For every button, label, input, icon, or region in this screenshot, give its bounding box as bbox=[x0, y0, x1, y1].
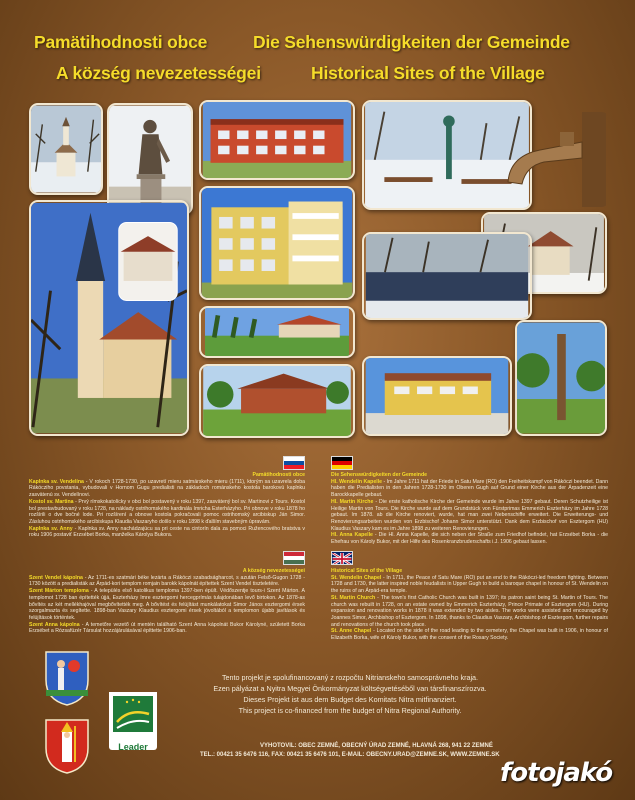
funding-note bbox=[180, 672, 520, 716]
en-heading: Historical Sites of the Village bbox=[331, 568, 403, 574]
hu-p2-title: Szent Márton temploma bbox=[29, 588, 89, 595]
hu-p1: - Az 1711-es szatmári béke lezárta a Rákóczi szabadságharcot, s azután Felső-Gugon 1728 - 1730 között a predialisták az Árpád-kori templom romjain barokk kápolnát építettek Szent Vendel tiszteletére. bbox=[29, 574, 305, 588]
photo-pavilion bbox=[199, 364, 355, 438]
photo-river-winter bbox=[362, 232, 532, 320]
photo-chapel-winter bbox=[29, 103, 103, 195]
village-coat-of-arms-icon bbox=[44, 650, 90, 706]
leader-logo bbox=[109, 692, 157, 750]
photo-apartment-building bbox=[199, 186, 355, 300]
contact-line-1: VYHOTOVIL: OBEC ZEMNÉ, OBECNÝ ÚRAD ZEMNÉ, HLAVNÁ 268, 941 22 ZEMNÉ bbox=[260, 743, 493, 749]
hu-p3-title: Szent Anna kápolna bbox=[29, 621, 80, 628]
funding-line-4: This project is co-financed from the budget of Nitra Regional Authority. bbox=[238, 706, 462, 715]
funding-line-3: Dieses Projekt ist aus dem Budget des Komitats Nitra mitfinanziert. bbox=[243, 695, 457, 704]
flag-slovakia-icon bbox=[283, 456, 305, 470]
de-p3-title: Hl. Anna Kapelle bbox=[331, 532, 373, 539]
photo-sports-hall bbox=[362, 356, 512, 436]
photo-sports-field bbox=[199, 306, 355, 358]
en-p1-title: St. Wendelin Chapel bbox=[331, 574, 382, 581]
de-p1: - Im Jahre 1711 hat der Friede in Satu Mare (RO) den Freiheitskampf von Rákóczi beendet. Dann haben die Predialisten in den Jahren 1728-1730 im Oberen Gugh auf Grund einer Kirche aus der Árpadenzeit eine Barockkapelle gebaut. bbox=[331, 478, 608, 499]
en-p2: - The town's first Catholic Church was built in 1397; its patron saint being St. Martin of Tours. The church was rebuilt in 1728, on an estate owned by Emmerich Eszterházy, Prince Primate of Esztergom (HU). During expansion and renovation works in 1878 it was extended by two aisles. The works were assisted and encouraged by Joannes Simor, Archbishop of Esztergom. In 1898, thanks to Claudius Vaszary, Archbishop of Esztergom, further repairs and renovations of the church took place. bbox=[331, 594, 608, 628]
leader-label: Leader bbox=[118, 742, 148, 752]
en-p2-title: St. Martin Church bbox=[331, 594, 376, 601]
title-de: Die Sehenswürdigkeiten der Gemeinde bbox=[253, 32, 570, 52]
hu-p3: - A temetőre vezető út mentén található Szent Anna kápolnát Bukor Károlyné, született Borka Erzsébet a Rózsafüzér Társulat hozzájárulásával építtette 1906-ban. bbox=[29, 621, 305, 635]
poster-titles bbox=[0, 28, 635, 88]
text-english bbox=[331, 568, 608, 642]
en-p3: - Located on the side of the road leading to the cemetery, the Chapel was built in 1906, in honour of Elizabeth Borka, wife of Károly Bukor, with the consent of the Rosary Society. bbox=[331, 628, 608, 642]
sk-p2: - Prvý rímskokatolícky v obci bol postavený v roku 1397, zasvätený bol sv. Martinovi z Tours. Kostol bol prestavbudovaný v roku 1728, na náklady ostrihomského kardinála Imricha Esterházyho. Pri obnove v roku 1878 ho rozšírili o dve bočné lode. Pri rozšírení a obnove kostola pokračovali pomoc ostrihomský arcibiskup Ján Simor. Zásluhou ostrihomského arcibiskupa Klaudia Vaszaryho došlo v roku 1898 k ďalším stavebným úpravám. bbox=[29, 498, 305, 525]
photo-statue bbox=[107, 103, 193, 215]
photo-church-tower bbox=[29, 200, 189, 436]
contact-line-2: TEL.: 00421 35 6476 116, FAX: 00421 35 6476 101, E-MAIL: OBECNY.URAD@ZEMNE.SK, WWW.ZEMNE.SK bbox=[200, 752, 500, 758]
hu-p1-title: Szent Vendel kápolna bbox=[29, 574, 83, 581]
sk-p1-title: Kaplnka sv. Vendelína bbox=[29, 478, 84, 485]
funding-line-2: Ezen pályázat a Nyitra Megyei Önkormányzat költségvetéséből van társfinanszírozva. bbox=[213, 684, 487, 693]
text-slovak bbox=[29, 472, 305, 539]
text-german bbox=[331, 472, 608, 546]
funding-line-1: Tento projekt je spolufinancovaný z rozpočtu Nitrianskeho samosprávneho kraja. bbox=[221, 673, 479, 682]
flag-hungary-icon bbox=[283, 551, 305, 565]
text-hungarian bbox=[29, 568, 305, 635]
hu-p2: - A település első katolikus temploma 1397-ben épült. Védőszentje tours-i Szent Márton. A templomot 1728 ban építették újjá, Eszterházy Imre esztergomi hercegprímás tulajdonában levő birtokon. Az 1878-as bővítés az két mellékhajóval megbővítették meg. A bővítést és felújítást munkálatokat Simor János esztergomi érsek szorgalmazta és segítette. 1898-ban Vaszary Klaudius esztergomi érsek jóvoltából a templomon újabb javítások és felújítások történtek. bbox=[29, 588, 305, 621]
title-sk: Pamätihodnosti obce bbox=[34, 32, 208, 52]
en-p1: - In 1711, the Peace of Satu Mare (RO) put an end to the Rákóczi-led freedom fighting. Between 1728 and 1730, the latter inspired noble feudalists in Upper Gugh to build a baroque chapel in honour of St. Wendelin on the ruins of an Árpád-era temple. bbox=[331, 574, 608, 595]
sk-p3-title: Kaplnka sv. Anny bbox=[29, 525, 73, 532]
hu-heading: A község nevezetességei bbox=[242, 568, 305, 574]
sk-heading: Pamätihodnosti obce bbox=[252, 472, 305, 478]
de-p2-title: Hl. Martin Kirche bbox=[331, 498, 374, 505]
de-p2: - Die erste katholische Kirche der Gemeinde wurde im Jahre 1397 gebaut. Deren Schutzheilige ist Heilige Martin von Tours. Die Kirche wurde auf dem Grundstück von Fürstprimas Emmerich Eszterházy im Jahre 1728 gebaut. Im 1878. ab die Kirche renoviert, wurde, hat man zwei Nebenschiffe erweitert. Die Erweiterungs- und Renovierungsarbeiten wurden von Erzbischof Johann Simor unterstützt. Dank dem Erzbischof von Esztergom (HU) Klaudius Vaszary kam es im Jahre 1898 zu weiteren Renovierungen. bbox=[331, 498, 608, 532]
title-hu: A község nevezetességei bbox=[56, 63, 261, 83]
de-p3: - Die Hl. Anna Kapelle, die sich neben der Straße zum Friedhof befindet, hat Erzsébet Borka - die Ehefrau von Károly Bukor, mit der Hilfe des Rosenkranzbruderschafts i.J. 1906 gebaut lassen. bbox=[331, 532, 608, 546]
flag-germany-icon bbox=[331, 456, 353, 470]
de-p1-title: Hl. Wendelin Kapelle bbox=[331, 478, 382, 485]
sk-p2-title: Kostol sv. Martina bbox=[29, 498, 74, 505]
photo-wooden-pole bbox=[515, 320, 607, 436]
de-heading: Die Sehenswürdigkeiten der Gemeinde bbox=[331, 472, 427, 478]
photo-school-building bbox=[199, 100, 355, 180]
sk-p3: - Kaplnka sv. Anny nachádzajúcu sa pri ceste na cintorín dala za pomoci Ružencového bratstva v roku 1906 postaviť Erzsébet Borka, manželka Károlya Bukora. bbox=[29, 525, 306, 539]
en-p3-title: St. Anne Chapel bbox=[331, 628, 372, 635]
flag-uk-icon bbox=[331, 551, 353, 565]
sk-p1: - V rokoch 1728-1730, po uzavretí mieru satmárskeho mieru (1711), ktorým sa uzavrela doba Rákócziho povstania, vybudovali v Hornom Gugu predialisti na základoch románskeho kostola barokovú kaplnku zasvätenú sv. Vendelínovi. bbox=[29, 478, 305, 499]
photo-water-tap-sculpture bbox=[500, 112, 610, 207]
title-en: Historical Sites of the Village bbox=[311, 63, 545, 83]
region-coat-of-arms-icon bbox=[44, 718, 90, 774]
photographer-logo: fotojakó bbox=[500, 758, 613, 788]
